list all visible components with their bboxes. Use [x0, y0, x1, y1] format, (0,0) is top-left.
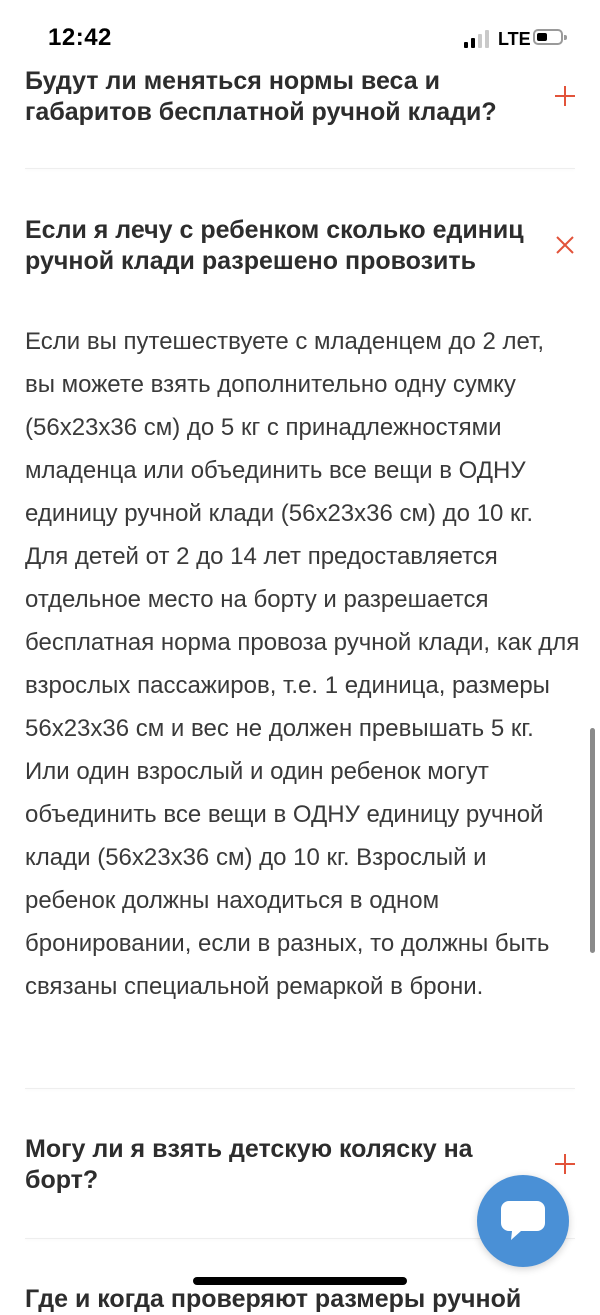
chat-button[interactable]: [477, 1175, 569, 1267]
chat-bubble-icon: [499, 1199, 547, 1243]
scrollbar-thumb[interactable]: [590, 728, 595, 953]
plus-icon[interactable]: [553, 84, 577, 108]
faq-question[interactable]: Будут ли меняться нормы веса и габаритов бесплатной ручной клади?: [25, 67, 497, 126]
close-icon[interactable]: [553, 233, 577, 257]
status-bar: [0, 0, 600, 66]
faq-question[interactable]: Где и когда проверяют размеры ручной: [25, 1285, 522, 1313]
network-type: LTE: [498, 29, 531, 49]
cellular-signal-icon: [464, 30, 492, 48]
plus-icon[interactable]: [553, 1152, 577, 1176]
faq-question[interactable]: Могу ли я взять детскую коляску на борт?: [25, 1135, 473, 1194]
battery-icon: [533, 29, 563, 45]
faq-divider: [25, 1088, 575, 1089]
faq-answer: Если вы путешествуете с младенцем до 2 лет, вы можете взять дополнительно одну сумку (56х23х36 см) до 5 кг с принадлежностями младенца или объединить все вещи в ОДНУ единицу ручной клади (56х23х36 см) до 10 кг. Для детей от 2 до 14 лет предоставляется отдельное место на борту и разрешается бесплатная норма провоза ручной клади, как для взрослых пассажиров, т.е. 1 единица, размеры 56х23х36 см и вес не должен превышать 5 кг. Или один взрослый и один ребенок могут объединить все вещи в ОДНУ единицу ручной клади (56х23х36 см) до 10 кг. Взрослый и ребенок должны находиться в одном бронировании, если в разных, то должны быть связаны специальной ремаркой в брони.: [25, 328, 580, 1000]
status-time: 12:42: [48, 24, 112, 51]
home-indicator[interactable]: [193, 1277, 407, 1285]
faq-question[interactable]: Если я лечу с ребенком сколько единиц ручной клади разрешено провозить: [25, 216, 524, 275]
faq-divider: [25, 168, 575, 169]
